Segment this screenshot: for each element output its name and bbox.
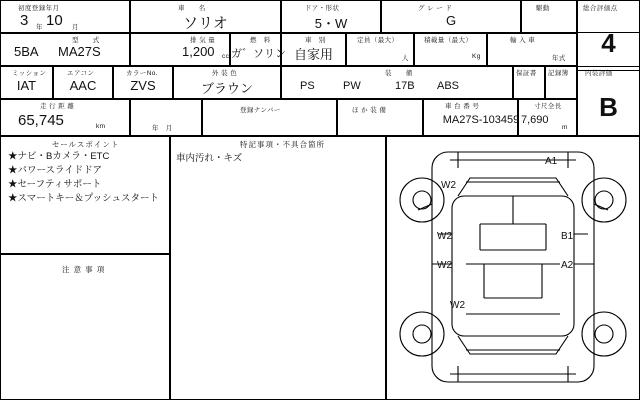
value-type-code: MA27S <box>58 44 101 59</box>
value-exterior-color: ブラウン <box>200 81 253 96</box>
label-displacement: 排 気 量 <box>190 37 216 44</box>
label-usage: 車 別 <box>305 37 326 44</box>
value-usage: 自家用 <box>293 47 333 62</box>
value-car-name: ソリオ <box>183 15 228 32</box>
label-door-shape: ドア・形状 <box>305 5 340 12</box>
value-registration-year: 3 <box>20 12 29 29</box>
label-capacity: 定員（最大） <box>357 37 399 44</box>
value-chassis-number: MA27S-103459 <box>442 114 520 126</box>
unit-capacity: 人 <box>402 55 409 62</box>
value-interior-evaluation: B <box>599 91 618 122</box>
list-sales-points <box>8 150 159 206</box>
value-registration-month: 10 <box>46 12 63 29</box>
label-exterior-color: 外 装 色 <box>212 70 238 77</box>
title-sales-points: セールスポイント <box>52 140 120 149</box>
unit-load: Kg <box>472 53 481 60</box>
value-equipment-abs: ABS <box>437 80 460 92</box>
cell-attention <box>0 254 170 400</box>
value-type-code-prefix: 5BA <box>14 44 39 59</box>
value-door-shape: 5・W <box>314 16 348 31</box>
label-equipment: 装 備 <box>385 70 413 77</box>
value-equipment-pw: PW <box>343 80 361 92</box>
damage-label-a2: A2 <box>561 260 574 271</box>
label-fuel: 燃 料 <box>250 37 271 44</box>
label-mission: ミッション <box>12 70 47 77</box>
label-aircon: エアコン <box>67 70 95 77</box>
unit-year: 年 <box>36 24 43 31</box>
sales-point-item: ★セーフティサポート <box>8 179 102 190</box>
unit-displacement: cc <box>222 53 230 60</box>
value-aircon: AAC <box>69 78 97 93</box>
label-load: 積載量（最大） <box>424 37 473 44</box>
label-registration-date: 初度登録年月 <box>18 5 60 12</box>
sales-point-item: ★ナビ・Bカメラ・ETC <box>8 151 110 162</box>
damage-label-b1: B1 <box>561 231 574 242</box>
label-warranty: 保証書 <box>516 70 537 77</box>
label-record-book: 記録簿 <box>548 70 569 77</box>
cell-remarks <box>170 136 386 400</box>
sales-point-item: ★パワースライドドア <box>8 165 102 176</box>
damage-label-w2-bottom: W2 <box>450 300 465 311</box>
label-import: 輸 入 車 <box>510 37 536 44</box>
value-length: 7,690 <box>521 114 549 126</box>
label-length: 寸尺全長 <box>534 103 562 110</box>
damage-diagram <box>388 138 638 398</box>
label-color-code: カラーNo. <box>126 70 159 77</box>
unit-import-year: 年式 <box>552 55 566 62</box>
damage-label-a1: A1 <box>545 156 558 167</box>
label-grade: グ レ ー ド <box>418 5 453 12</box>
label-registration-number: 登録ナンバー <box>240 107 281 114</box>
label-drive: 駆動 <box>536 5 550 12</box>
remarks-item: 車内汚れ・キズ <box>176 153 243 164</box>
label-mileage: 走 行 距 離 <box>40 103 75 110</box>
label-chassis-number: 車 台 番 号 <box>445 103 480 110</box>
sales-point-item: ★スマートキー＆プッシュスタート <box>8 193 159 204</box>
value-equipment-ps: PS <box>300 80 315 92</box>
label-interior-evaluation: 内装評価 <box>585 70 613 77</box>
value-mission: IAT <box>16 78 37 93</box>
damage-label-w2-mid: W2 <box>437 231 452 242</box>
label-type-code: 型 式 <box>72 37 100 44</box>
unit-length: m <box>562 124 568 131</box>
label-car-name: 車 名 <box>178 5 206 12</box>
label-total-evaluation: 総合評価点 <box>583 5 618 12</box>
value-grade: G <box>445 13 457 28</box>
label-year-month: 年 月 <box>152 125 173 132</box>
value-color-code: ZVS <box>130 78 156 93</box>
damage-label-w2-rear: W2 <box>437 260 452 271</box>
damage-label-w2-front: W2 <box>441 180 456 191</box>
label-other-equipment: ほ か 装 備 <box>352 107 387 114</box>
value-total-evaluation: 4 <box>577 16 640 71</box>
value-mileage: 65,745 <box>18 112 64 129</box>
unit-mileage: km <box>96 123 106 130</box>
value-fuel: ガ゛ソリン <box>231 48 286 60</box>
title-attention: 注 意 事 項 <box>62 265 106 274</box>
value-equipment-airbag: 17B <box>395 80 415 92</box>
unit-month: 月 <box>72 24 79 31</box>
value-displacement: 1,200 <box>182 44 215 59</box>
title-remarks: 特記事項・不具合箇所 <box>240 140 325 149</box>
